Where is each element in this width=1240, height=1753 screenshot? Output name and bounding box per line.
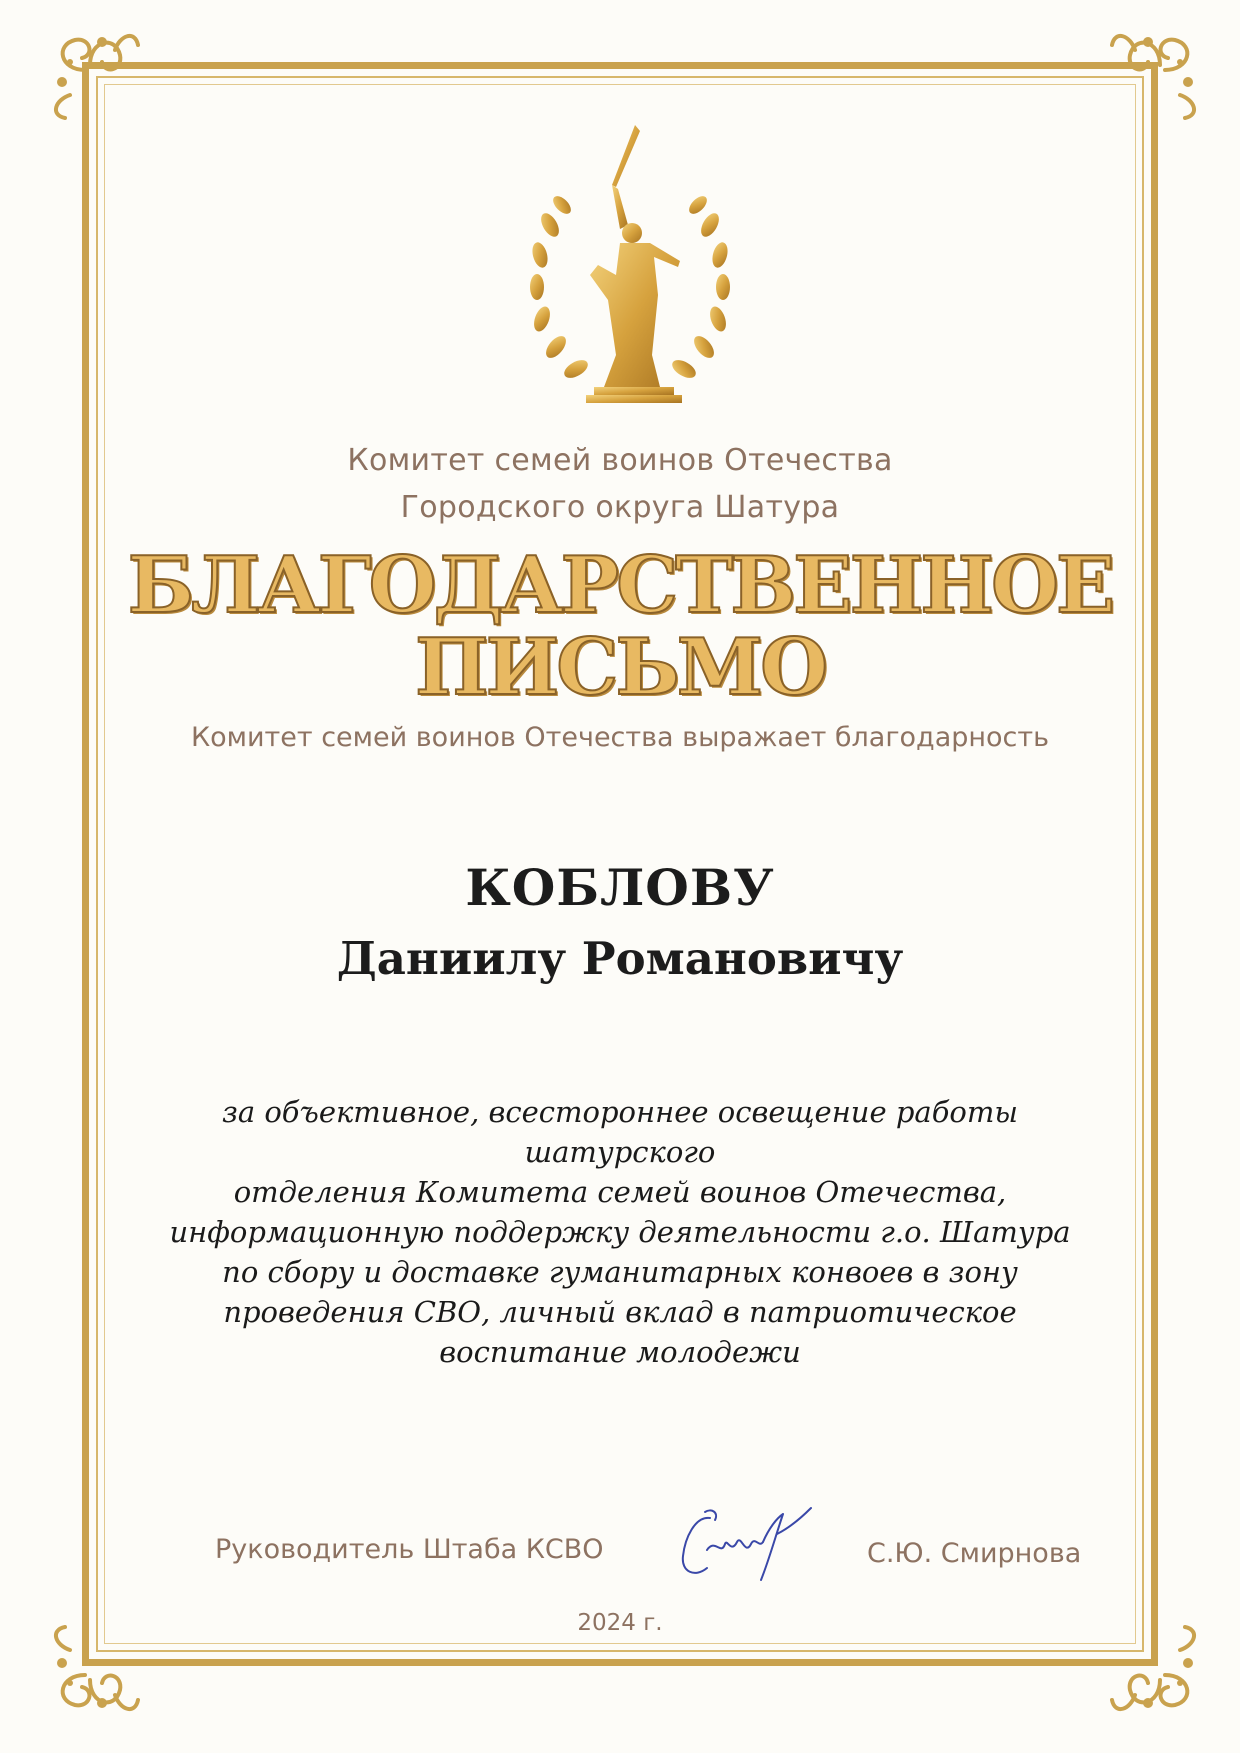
reason-line: за объективное, всестороннее освещение работы [222, 1095, 1018, 1129]
recipient-surname: КОБЛОВУ [465, 858, 775, 917]
reason-line: отделения Комитета семей воинов Отечества, [233, 1175, 1007, 1209]
reason-line: воспитание молодежи [439, 1335, 801, 1369]
recipient-given-names: Даниилу Романовичу [336, 932, 904, 985]
reason-line: по сбору и доставке гуманитарных конвоев в зону [222, 1255, 1018, 1289]
gratitude-reason [140, 1092, 1100, 1372]
handwritten-signature-icon [665, 1498, 825, 1588]
document-title-line-2: ПИСЬМО [414, 622, 826, 713]
document-year: 2024 г. [577, 1610, 663, 1636]
reason-line: информационную поддержку деятельности г.о. Шатура [169, 1215, 1071, 1249]
reason-line: шатурского [524, 1135, 716, 1169]
motherland-statue-icon [520, 125, 740, 415]
gratitude-statement: Комитет семей воинов Отечества выражает благодарность [190, 722, 1050, 753]
corner-ornament-icon [40, 20, 150, 130]
organization-line-1: Комитет семей воинов Отечества [347, 443, 893, 478]
document-title-line-1: БЛАГОДАРСТВЕННОЕ [127, 540, 1113, 631]
organization-line-2: Городского округа Шатура [400, 490, 840, 525]
signatory-name: С.Ю. Смирнова [867, 1538, 1082, 1569]
corner-ornament-icon [1100, 20, 1210, 130]
signatory-role: Руководитель Штаба КСВО [215, 1534, 604, 1565]
reason-line: проведения СВО, личный вклад в патриотическое [223, 1295, 1017, 1329]
